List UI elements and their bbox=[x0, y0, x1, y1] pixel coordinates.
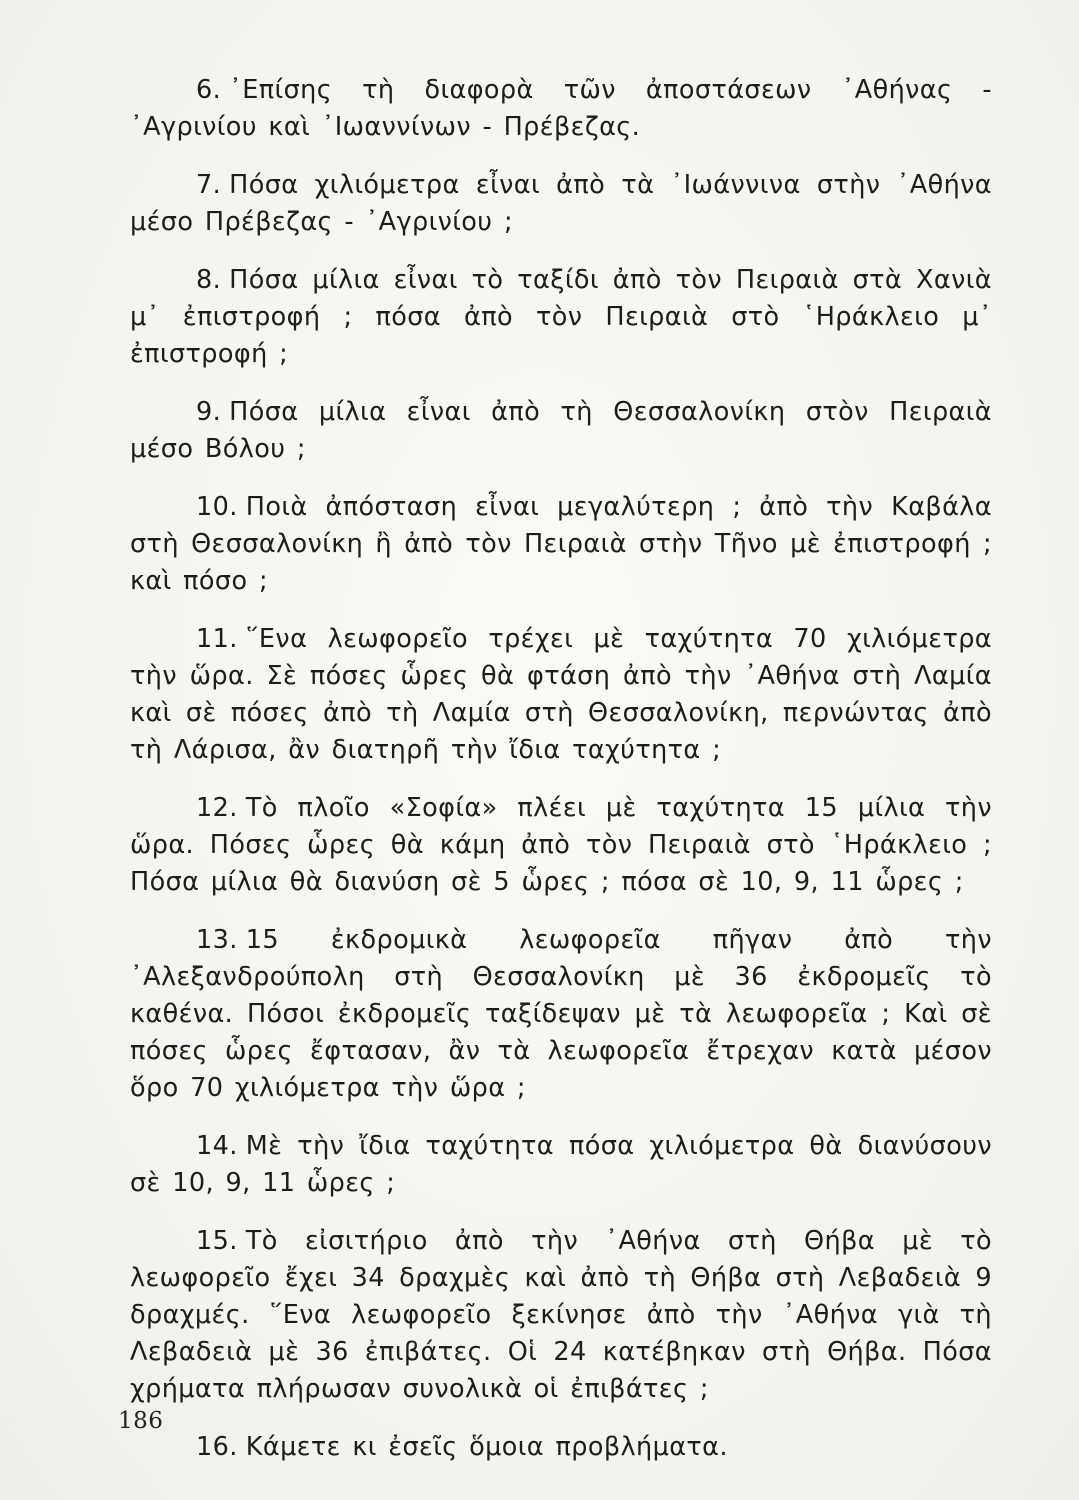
problem-number: 7. bbox=[196, 170, 222, 200]
problem-text: ᾿Επίσης τὴ διαφορὰ τῶν ἀποστάσεων ᾿Αθήνας - ᾿Αγρινίου καὶ ᾿Ιωαννίνων - Πρέβεζας. bbox=[130, 75, 992, 142]
problem-8 bbox=[130, 262, 992, 373]
problem-text: Πόσα μίλια εἶναι τὸ ταξίδι ἀπὸ τὸν Πειραιὰ στὰ Χανιὰ μ᾿ ἐπιστροφή ; πόσα ἀπὸ τὸν Πειραιὰ στὸ ῾Ηράκλειο μ᾿ ἐπιστροφή ; bbox=[130, 265, 992, 369]
problem-number: 10. bbox=[196, 492, 238, 522]
problem-15 bbox=[130, 1223, 992, 1408]
problem-16 bbox=[130, 1429, 992, 1466]
problem-7 bbox=[130, 167, 992, 241]
problem-12 bbox=[130, 790, 992, 901]
problem-number: 11. bbox=[196, 624, 238, 654]
problem-number: 6. bbox=[196, 75, 222, 105]
problem-10 bbox=[130, 489, 992, 600]
page-number: 186 bbox=[118, 1408, 164, 1434]
problem-number: 15. bbox=[196, 1226, 238, 1256]
problem-6 bbox=[130, 72, 992, 146]
problem-9 bbox=[130, 394, 992, 468]
problem-number: 13. bbox=[196, 925, 238, 955]
problem-text: Τὸ εἰσιτήριο ἀπὸ τὴν ᾿Αθήνα στὴ Θήβα μὲ τὸ λεωφορεῖο ἔχει 34 δραχμὲς καὶ ἀπὸ τὴ Θήβα στὴ Λεβαδειὰ 9 δραχμές. ῞Ενα λεωφορεῖο ξεκίνησε ἀπὸ τὴν ᾿Αθήνα γιὰ τὴ Λεβαδειὰ μὲ 36 ἐπιβάτες. Οἱ 24 κατέβηκαν στὴ Θήβα. Πόσα χρήματα πλήρωσαν συνολικὰ οἱ ἐπιβάτες ; bbox=[130, 1226, 992, 1404]
problem-number: 14. bbox=[196, 1131, 238, 1161]
problem-number: 9. bbox=[196, 397, 222, 427]
problem-text: 15 ἐκδρομικὰ λεωφορεῖα πῆγαν ἀπὸ τὴν ᾿Αλεξανδρούπολη στὴ Θεσσαλονίκη μὲ 36 ἐκδρομεῖς τὸ καθένα. Πόσοι ἐκδρομεῖς ταξίδεψαν μὲ τὰ λεωφορεῖα ; Καὶ σὲ πόσες ὧρες ἔφτασαν, ἂν τὰ λεωφορεῖα ἔτρεχαν κατὰ μέσον ὅρο 70 χιλιόμετρα τὴν ὥρα ; bbox=[130, 925, 992, 1103]
problem-number: 12. bbox=[196, 793, 238, 823]
problem-text: Πόσα χιλιόμετρα εἶναι ἀπὸ τὰ ᾿Ιωάννινα στὴν ᾿Αθήνα μέσο Πρέβεζας - ᾿Αγρινίου ; bbox=[130, 170, 992, 237]
problem-14 bbox=[130, 1128, 992, 1202]
problem-text: Τὸ πλοῖο «Σοφία» πλέει μὲ ταχύτητα 15 μίλια τὴν ὥρα. Πόσες ὧρες θὰ κάμη ἀπὸ τὸν Πειραιὰ στὸ ῾Ηράκλειο ; Πόσα μίλια θὰ διανύση σὲ 5 ὧρες ; πόσα σὲ 10, 9, 11 ὧρες ; bbox=[130, 793, 992, 897]
problem-number: 8. bbox=[196, 265, 222, 295]
problem-number: 16. bbox=[196, 1432, 238, 1462]
problem-11 bbox=[130, 621, 992, 769]
problem-13 bbox=[130, 922, 992, 1107]
problem-text: Κάμετε κι ἐσεῖς ὅμοια προβλήματα. bbox=[245, 1432, 728, 1462]
problem-text: Πόσα μίλια εἶναι ἀπὸ τὴ Θεσσαλονίκη στὸν Πειραιὰ μέσο Βόλου ; bbox=[130, 397, 992, 464]
problem-text: ῞Ενα λεωφορεῖο τρέχει μὲ ταχύτητα 70 χιλιόμετρα τὴν ὥρα. Σὲ πόσες ὧρες θὰ φτάση ἀπὸ τὴν ᾿Αθήνα στὴ Λαμία καὶ σὲ πόσες ἀπὸ τὴ Λαμία στὴ Θεσσαλονίκη, περνώντας ἀπὸ τὴ Λάρισα, ἂν διατηρῆ τὴν ἴδια ταχύτητα ; bbox=[130, 624, 992, 765]
problem-text: Μὲ τὴν ἴδια ταχύτητα πόσα χιλιόμετρα θὰ διανύσουν σὲ 10, 9, 11 ὧρες ; bbox=[130, 1131, 992, 1198]
problem-list bbox=[130, 72, 992, 1487]
problem-text: Ποιὰ ἀπόσταση εἶναι μεγαλύτερη ; ἀπὸ τὴν Καβάλα στὴ Θεσσαλονίκη ἢ ἀπὸ τὸν Πειραιὰ στὴν Τῆνο μὲ ἐπιστροφή ; καὶ πόσο ; bbox=[130, 492, 992, 596]
